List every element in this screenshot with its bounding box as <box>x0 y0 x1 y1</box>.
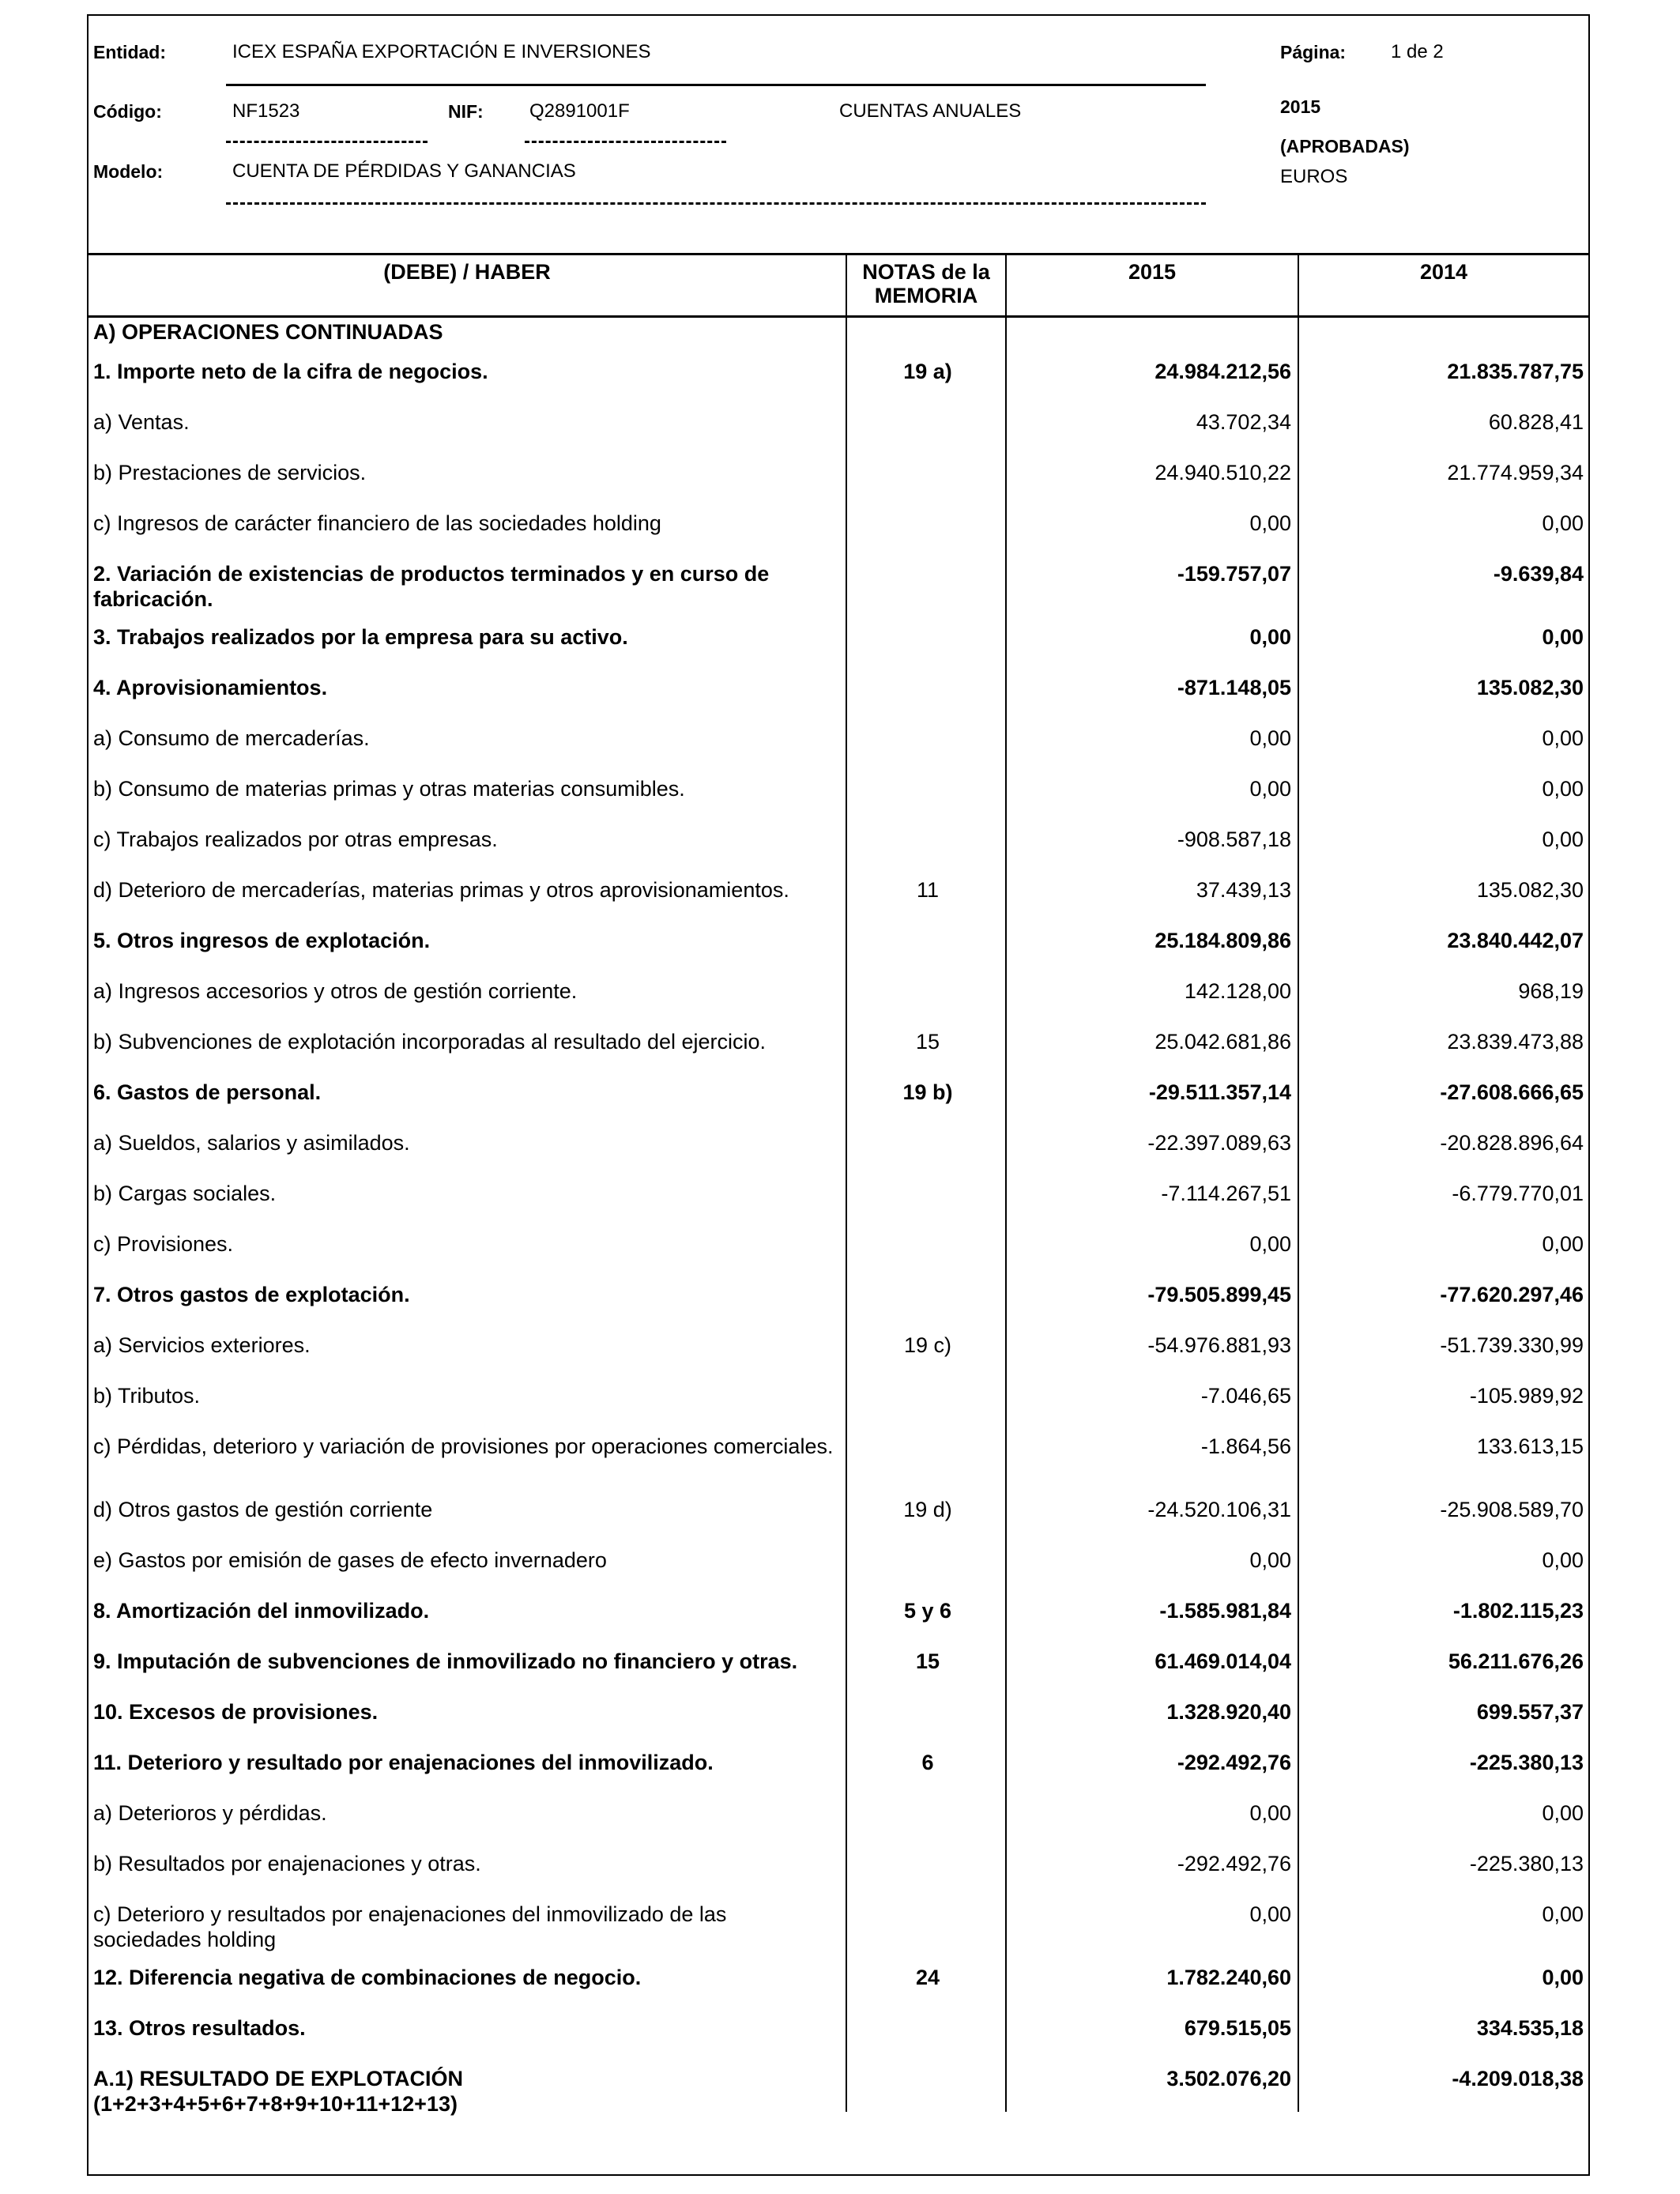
row-description: c) Trabajos realizados por otras empresas. <box>93 827 498 851</box>
row-value-2015: -1.864,56 <box>1200 1434 1291 1458</box>
row-value-2014: 21.835.787,75 <box>1447 360 1584 383</box>
row-description: d) Otros gastos de gestión corriente <box>93 1498 433 1521</box>
row-description: 3. Trabajos realizados por la empresa para su activo. <box>93 625 628 649</box>
table-row <box>89 1492 1588 1543</box>
row-value-2015: -54.976.881,93 <box>1147 1333 1291 1357</box>
row-description: e) Gastos por emisión de gases de efecto invernadero <box>93 1548 607 1572</box>
row-note: 11 <box>916 878 940 902</box>
row-value-2015: -871.148,05 <box>1177 676 1291 699</box>
row-value-2014: 0,00 <box>1542 1902 1584 1926</box>
row-value-2015: -159.757,07 <box>1177 562 1291 586</box>
row-description: 4. Aprovisionamientos. <box>93 676 328 699</box>
table-row <box>89 1328 1588 1378</box>
row-value-2015: 0,00 <box>1249 777 1291 801</box>
row-value-2015: -22.397.089,63 <box>1147 1131 1291 1155</box>
row-description: 7. Otros gastos de explotación. <box>93 1283 410 1306</box>
row-value-2015: -1.585.981,84 <box>1159 1599 1291 1623</box>
row-value-2014: -25.908.589,70 <box>1440 1498 1584 1521</box>
row-value-2015: 24.984.212,56 <box>1155 360 1291 383</box>
row-value-2014: -9.639,84 <box>1493 562 1584 586</box>
row-value-2015: 0,00 <box>1249 726 1291 750</box>
row-value-2014: 0,00 <box>1542 511 1584 535</box>
row-description: 2. Variación de existencias de productos terminados y en curso de fabricación. <box>93 562 770 611</box>
row-description: c) Pérdidas, deterioro y variación de provisiones por operaciones comerciales. <box>93 1434 834 1458</box>
row-value-2015: -24.520.106,31 <box>1147 1498 1291 1521</box>
nif-value: Q2891001F <box>529 100 630 122</box>
row-value-2015: 25.184.809,86 <box>1155 929 1291 952</box>
table-row <box>89 1593 1588 1644</box>
row-description: b) Tributos. <box>93 1384 201 1408</box>
cuentas-anuales: CUENTAS ANUALES <box>839 100 1022 122</box>
table-row <box>89 1277 1588 1328</box>
entidad-label: Entidad: <box>93 42 166 62</box>
row-value-2015: 0,00 <box>1249 1801 1291 1825</box>
row-note: 19 a) <box>903 360 952 383</box>
table-body <box>89 318 1588 2116</box>
entidad-value: ICEX ESPAÑA EXPORTACIÓN E INVERSIONES <box>232 41 651 62</box>
row-value-2014: 56.211.676,26 <box>1448 1649 1584 1673</box>
row-description: 9. Imputación de subvenciones de inmovilizado no financiero y otras. <box>93 1649 798 1673</box>
nif-label: NIF: <box>448 101 484 122</box>
aprobadas-label: (APROBADAS) <box>1280 136 1410 156</box>
row-description: a) Servicios exteriores. <box>93 1333 311 1357</box>
row-value-2015: -79.505.899,45 <box>1147 1283 1291 1306</box>
row-value-2014: -4.209.018,38 <box>1452 2067 1584 2090</box>
row-value-2015: 0,00 <box>1249 625 1291 649</box>
row-value-2015: 25.042.681,86 <box>1155 1030 1291 1054</box>
row-description: a) Sueldos, salarios y asimilados. <box>93 1131 410 1155</box>
row-value-2014: -225.380,13 <box>1469 1852 1584 1875</box>
row-description: b) Consumo de materias primas y otras materias consumibles. <box>93 777 685 801</box>
col-divider <box>1005 255 1007 315</box>
table-row <box>89 405 1588 455</box>
row-description: A) OPERACIONES CONTINUADAS <box>93 320 443 344</box>
row-value-2015: 1.782.240,60 <box>1166 1966 1291 1989</box>
row-value-2015: -7.114.267,51 <box>1161 1182 1291 1205</box>
modelo-label: Modelo: <box>93 161 164 182</box>
table-row <box>89 1125 1588 1176</box>
col-header-debe-haber: (DEBE) / HABER <box>383 260 551 284</box>
row-value-2014: 699.557,37 <box>1476 1700 1584 1724</box>
row-value-2015: 61.469.014,04 <box>1155 1649 1291 1673</box>
row-description: A.1) RESULTADO DE EXPLOTACIÓN (1+2+3+4+5+6+7+8+9+10+11+12+13) <box>93 2067 464 2116</box>
table-row <box>89 556 1588 620</box>
row-description: c) Deterioro y resultados por enajenaciones del inmovilizado de las sociedades holding <box>93 1902 727 1951</box>
row-description: 6. Gastos de personal. <box>93 1080 322 1104</box>
table-row <box>89 1796 1588 1846</box>
row-value-2014: -1.802.115,23 <box>1452 1599 1584 1623</box>
row-value-2015: 37.439,13 <box>1196 878 1291 902</box>
row-note: 6 <box>921 1751 934 1774</box>
table-row <box>89 721 1588 771</box>
col-divider <box>846 255 847 315</box>
table-row <box>89 1897 1588 1960</box>
row-description: 5. Otros ingresos de explotación. <box>93 929 431 952</box>
row-value-2014: -77.620.297,46 <box>1440 1283 1584 1306</box>
table-row <box>89 1695 1588 1745</box>
col-divider <box>1005 318 1007 2112</box>
row-description: 13. Otros resultados. <box>93 2016 306 2040</box>
row-note: 19 d) <box>903 1498 952 1521</box>
modelo-underline <box>226 202 1206 205</box>
table-row <box>89 318 1588 354</box>
row-value-2014: 0,00 <box>1542 1966 1584 1989</box>
table-row <box>89 506 1588 556</box>
row-description: a) Ingresos accesorios y otros de gestión corriente. <box>93 979 578 1003</box>
table-row <box>89 923 1588 974</box>
row-description: c) Provisiones. <box>93 1232 234 1256</box>
row-value-2014: 135.082,30 <box>1476 878 1584 902</box>
row-description: 10. Excesos de provisiones. <box>93 1700 379 1724</box>
row-value-2014: -6.779.770,01 <box>1452 1182 1584 1205</box>
row-description: 11. Deterioro y resultado por enajenaciones del inmovilizado. <box>93 1751 714 1774</box>
row-value-2014: 968,19 <box>1518 979 1584 1003</box>
row-note: 5 y 6 <box>903 1599 952 1623</box>
table-row <box>89 1543 1588 1593</box>
row-value-2014: 0,00 <box>1542 1801 1584 1825</box>
row-note: 15 <box>915 1649 940 1673</box>
table-row <box>89 873 1588 923</box>
row-description: a) Ventas. <box>93 410 190 434</box>
row-value-2014: -105.989,92 <box>1469 1384 1584 1408</box>
table-row <box>89 822 1588 873</box>
col-header-2014: 2014 <box>1419 260 1468 284</box>
row-description: a) Consumo de mercaderías. <box>93 726 370 750</box>
codigo-label: Código: <box>93 101 162 122</box>
table-row <box>89 974 1588 1024</box>
row-value-2015: 3.502.076,20 <box>1166 2067 1291 2090</box>
table-row <box>89 1176 1588 1227</box>
col-header-notas: NOTAS de la MEMORIA <box>862 260 990 307</box>
table-row <box>89 1227 1588 1277</box>
table-row <box>89 1960 1588 2011</box>
row-description: b) Resultados por enajenaciones y otras. <box>93 1852 481 1875</box>
row-description: d) Deterioro de mercaderías, materias primas y otros aprovisionamientos. <box>93 878 789 902</box>
col-divider <box>1298 255 1299 315</box>
row-value-2014: 0,00 <box>1542 625 1584 649</box>
table-row <box>89 620 1588 670</box>
year-value: 2015 <box>1280 96 1321 117</box>
table-header <box>89 255 1588 318</box>
row-description: a) Deterioros y pérdidas. <box>93 1801 327 1825</box>
nif-underline <box>525 141 726 143</box>
row-value-2015: -292.492,76 <box>1177 1751 1291 1774</box>
row-value-2014: 0,00 <box>1542 777 1584 801</box>
row-description: b) Prestaciones de servicios. <box>93 461 367 484</box>
profit-loss-table <box>89 253 1588 2116</box>
table-row <box>89 771 1588 822</box>
row-value-2015: 24.940.510,22 <box>1155 461 1291 484</box>
table-row <box>89 1846 1588 1897</box>
pagina-label: Página: <box>1280 42 1347 62</box>
currency-label: EUROS <box>1280 166 1348 187</box>
table-row <box>89 1429 1588 1492</box>
modelo-value: CUENTA DE PÉRDIDAS Y GANANCIAS <box>232 160 576 182</box>
row-value-2014: 133.613,15 <box>1476 1434 1584 1458</box>
row-value-2014: 60.828,41 <box>1488 410 1584 434</box>
row-value-2015: 43.702,34 <box>1196 410 1291 434</box>
row-value-2014: 0,00 <box>1542 726 1584 750</box>
table-row <box>89 2061 1588 2116</box>
row-value-2014: 21.774.959,34 <box>1447 461 1584 484</box>
table-row <box>89 2011 1588 2061</box>
row-value-2015: 0,00 <box>1249 511 1291 535</box>
table-row <box>89 670 1588 721</box>
row-value-2014: -27.608.666,65 <box>1440 1080 1584 1104</box>
row-value-2014: 23.839.473,88 <box>1447 1030 1584 1054</box>
row-description: 8. Amortización del inmovilizado. <box>93 1599 430 1623</box>
table-row <box>89 1644 1588 1695</box>
table-row <box>89 455 1588 506</box>
codigo-underline <box>226 141 428 143</box>
row-description: 12. Diferencia negativa de combinaciones de negocio. <box>93 1966 642 1989</box>
row-value-2015: -292.492,76 <box>1177 1852 1291 1875</box>
row-value-2015: 0,00 <box>1249 1548 1291 1572</box>
table-row <box>89 1024 1588 1075</box>
row-description: b) Subvenciones de explotación incorporadas al resultado del ejercicio. <box>93 1030 767 1054</box>
table-row <box>89 1378 1588 1429</box>
col-header-2015: 2015 <box>1128 260 1177 284</box>
row-value-2014: 23.840.442,07 <box>1447 929 1584 952</box>
row-description: b) Cargas sociales. <box>93 1182 277 1205</box>
row-note: 15 <box>915 1030 940 1054</box>
row-value-2014: 135.082,30 <box>1476 676 1584 699</box>
document-frame <box>87 14 1590 2176</box>
row-description: 1. Importe neto de la cifra de negocios. <box>93 360 488 383</box>
row-note: 24 <box>915 1966 940 1989</box>
row-note: 19 b) <box>902 1080 953 1104</box>
row-value-2015: -29.511.357,14 <box>1148 1080 1291 1104</box>
row-value-2014: -225.380,13 <box>1469 1751 1584 1774</box>
row-value-2015: 679.515,05 <box>1184 2016 1291 2040</box>
row-value-2015: 0,00 <box>1249 1232 1291 1256</box>
row-value-2014: -20.828.896,64 <box>1440 1131 1584 1155</box>
row-value-2015: -7.046,65 <box>1200 1384 1291 1408</box>
codigo-value: NF1523 <box>232 100 300 122</box>
row-description: c) Ingresos de carácter financiero de las sociedades holding <box>93 511 661 535</box>
row-value-2014: 334.535,18 <box>1476 2016 1584 2040</box>
row-value-2015: 142.128,00 <box>1184 979 1291 1003</box>
row-note: 19 c) <box>903 1333 952 1357</box>
table-row <box>89 354 1588 405</box>
table-row <box>89 1075 1588 1125</box>
header-rule <box>226 84 1206 86</box>
row-value-2014: 0,00 <box>1542 1548 1584 1572</box>
row-value-2014: 0,00 <box>1542 827 1584 851</box>
col-divider <box>846 318 847 2112</box>
pagina-value: 1 de 2 <box>1391 41 1444 62</box>
row-value-2014: 0,00 <box>1542 1232 1584 1256</box>
row-value-2015: -908.587,18 <box>1177 827 1291 851</box>
row-value-2014: -51.739.330,99 <box>1440 1333 1584 1357</box>
table-row <box>89 1745 1588 1796</box>
row-value-2015: 0,00 <box>1249 1902 1291 1926</box>
col-divider <box>1298 318 1299 2112</box>
row-value-2015: 1.328.920,40 <box>1166 1700 1291 1724</box>
